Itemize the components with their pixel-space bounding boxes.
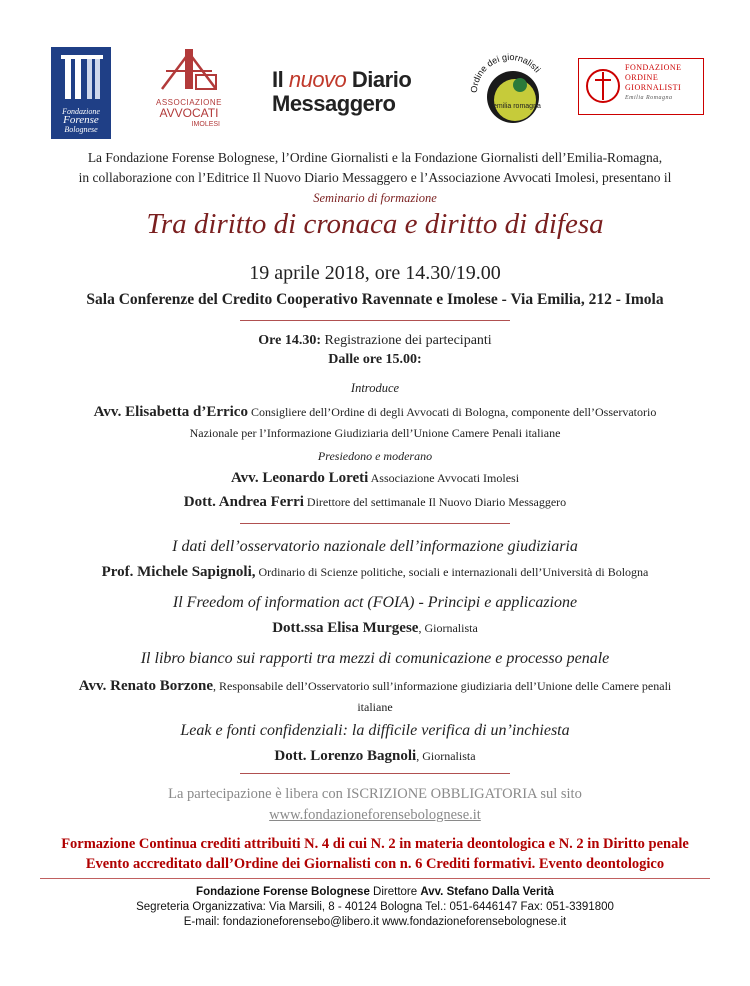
mod1-role: Associazione Avvocati Imolesi bbox=[368, 471, 520, 485]
credits-line1: Formazione Continua crediti attribuiti N. 4 di cui N. 2 in materia deontologica e N. 2 in Diritto penale bbox=[61, 836, 689, 852]
av-line3: IMOLESI bbox=[191, 121, 220, 128]
globe-icon bbox=[465, 45, 555, 135]
intro-line2: in collaborazione con l’Editrice Il Nuovo Diario Messaggero e l’Associazione Avvocati Imolesi, presentano il bbox=[78, 170, 672, 185]
reg-time: Ore 14.30: bbox=[258, 333, 322, 348]
event-venue: Sala Conferenze del Credito Cooperativo Ravennate e Imolese - Via Emilia, 212 - Imola bbox=[86, 291, 664, 308]
talk-speaker-role: , Giornalista bbox=[418, 621, 478, 635]
talk-speaker-role2: italiane bbox=[357, 700, 393, 714]
ff-line1: Fondazione bbox=[62, 107, 100, 116]
og-arc-text: Ordine dei giornalisti bbox=[468, 51, 543, 94]
talk-speaker-name: Prof. Michele Sapignoli, bbox=[101, 564, 256, 580]
moderators-label: Presiedono e moderano bbox=[317, 449, 433, 463]
footer-director: Avv. Stefano Dalla Verità bbox=[420, 886, 554, 898]
mod2-name: Dott. Andrea Ferri bbox=[183, 494, 304, 510]
talk-speaker-name: Dott.ssa Elisa Murgese bbox=[272, 620, 419, 636]
intro-line1: La Fondazione Forense Bolognese, l’Ordine Giornalisti e la Fondazione Giornalisti dell’Emilia-Romagna, bbox=[87, 150, 663, 165]
reg-text: Registrazione dei partecipanti bbox=[321, 333, 492, 348]
intro-speaker-role: Consigliere dell’Ordine di degli Avvocati di Bologna, componente dell’Osservatorio bbox=[247, 405, 657, 419]
talk-title: Il libro bianco sui rapporti tra mezzi di comunicazione e processo penale bbox=[140, 650, 610, 667]
scales-of-justice-icon bbox=[152, 45, 226, 95]
introduce-label: Introduce bbox=[350, 381, 400, 395]
ordine-giornalisti-logo bbox=[465, 45, 555, 135]
talk-speaker bbox=[0, 563, 750, 581]
mod1-name: Avv. Leonardo Loreti bbox=[230, 470, 369, 486]
intro-speaker bbox=[0, 401, 750, 444]
divider-4 bbox=[40, 878, 710, 879]
talk-title: Il Freedom of information act (FOIA) - Principi e applicazione bbox=[172, 594, 578, 611]
moderator-1 bbox=[0, 466, 750, 490]
columns-icon bbox=[51, 51, 111, 111]
talk-speaker bbox=[0, 747, 750, 765]
footer-org: Fondazione Forense Bolognese bbox=[196, 886, 370, 898]
fg-line2: ORDINE bbox=[625, 73, 659, 82]
event-date: 19 aprile 2018, ore 14.30/19.00 bbox=[249, 262, 501, 284]
talk-speaker bbox=[0, 619, 750, 637]
av-line2: AVVOCATI bbox=[159, 106, 219, 120]
registration-row bbox=[0, 331, 750, 350]
seal-icon bbox=[583, 66, 623, 106]
talk-title: I dati dell’osservatorio nazionale dell’informazione giudiziaria bbox=[172, 538, 578, 555]
footer-line3: E-mail: fondazioneforensebo@libero.it www.fondazioneforensebolognese.it bbox=[183, 916, 567, 928]
mod2-role: Direttore del settimanale Il Nuovo Diario Messaggero bbox=[303, 495, 567, 509]
fg-line1: FONDAZIONE bbox=[625, 63, 682, 72]
talk-speaker-role: , Giornalista bbox=[416, 749, 476, 763]
fg-line4: Emilia Romagna bbox=[625, 95, 673, 101]
talk-title: Leak e fonti confidenziali: la difficile verifica di un’inchiesta bbox=[180, 722, 570, 739]
divider-1 bbox=[240, 320, 510, 321]
fg-line3: GIORNALISTI bbox=[625, 83, 682, 92]
ff-line2: Forense bbox=[63, 114, 99, 126]
intro-speaker-role2: Nazionale per l’Informazione Giudiziaria dell’Unione Camere Penali italiane bbox=[189, 426, 561, 440]
registration-link[interactable]: www.fondazioneforensebolognese.it bbox=[269, 807, 481, 823]
start-time: Dalle ore 15.00: bbox=[328, 352, 422, 367]
nd-part2: nuovo bbox=[288, 67, 347, 92]
divider-3 bbox=[240, 773, 510, 774]
footer-line1 bbox=[0, 885, 750, 900]
talk-speaker-role: , Responsabile dell’Osservatorio sull’informazione giudiziaria dell’Unione delle Camere penali bbox=[213, 679, 672, 693]
nuovo-diario-logo bbox=[272, 68, 424, 118]
footer-line2: Segreteria Organizzativa: Via Marsili, 8 - 40124 Bologna Tel.: 051-6446147 Fax: 051-3391800 bbox=[136, 901, 614, 913]
talk-speaker-role: Ordinario di Scienze politiche, sociali e internazionali dell’Università di Bologna bbox=[255, 565, 649, 579]
fondazione-forense-logo bbox=[51, 47, 111, 139]
registration-note: La partecipazione è libera con ISCRIZIONE OBBLIGATORIA sul sito bbox=[168, 786, 582, 802]
ff-line3: Bolognese bbox=[64, 125, 98, 134]
fondazione-giornalisti-logo bbox=[578, 58, 704, 115]
divider-2 bbox=[240, 523, 510, 524]
moderator-2 bbox=[0, 490, 750, 514]
credits-line2: Evento accreditato dall’Ordine dei Giornalisti con n. 6 Crediti formativi. Evento deontologico bbox=[85, 856, 665, 872]
event-title: Tra diritto di cronaca e diritto di difesa bbox=[146, 208, 604, 240]
talk-speaker-name: Avv. Renato Borzone bbox=[78, 678, 214, 694]
talk-speaker bbox=[0, 675, 750, 718]
intro-speaker-name: Avv. Elisabetta d’Errico bbox=[93, 404, 248, 420]
av-line1: ASSOCIAZIONE bbox=[155, 98, 222, 107]
nd-part4: Messaggero bbox=[272, 91, 396, 116]
associazione-avvocati-logo bbox=[152, 45, 226, 133]
nd-part3: Diario bbox=[346, 67, 412, 92]
og-region: emilia romagna bbox=[493, 103, 541, 110]
talk-speaker-name: Dott. Lorenzo Bagnoli bbox=[274, 748, 417, 764]
nd-part1: Il bbox=[272, 67, 289, 92]
footer-director-label: Direttore bbox=[369, 886, 421, 898]
seminar-label: Seminario di formazione bbox=[313, 191, 437, 205]
